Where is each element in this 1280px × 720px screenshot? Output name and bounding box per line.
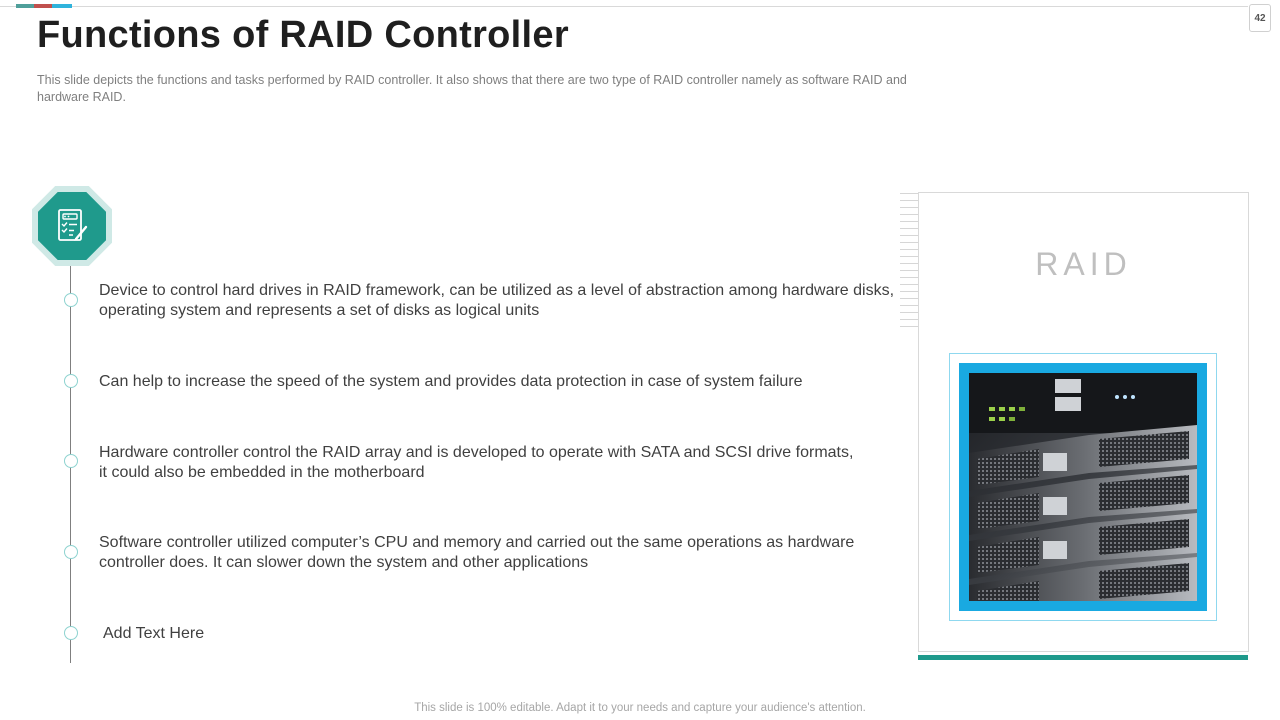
timeline-item-text: Hardware controller control the RAID array and is developed to operate with SATA and SCSI drive formats, it could also be embedded in the motherboard [99,444,854,481]
timeline-dot [64,293,78,307]
accent-bar [16,4,72,8]
raid-label: RAID [1035,246,1132,282]
panel-bottom-bar [918,655,1248,660]
timeline-item-text: Can help to increase the speed of the system and provides data protection in case of system failure [99,373,803,390]
timeline-badge [38,192,106,260]
timeline-dot [64,454,78,468]
checklist-icon [52,206,92,246]
timeline-item-text: Add Text Here [103,625,205,642]
timeline-item-text: Device to control hard drives in RAID framework, can be utilized as a level of abstraction among hardware disks, operating system and represents a set of disks as logical units [99,282,895,319]
panel-stripes [900,193,919,333]
footer-note: This slide is 100% editable. Adapt it to your needs and capture your audience's attention. [414,702,866,714]
timeline-dot [64,545,78,559]
image-frame [959,363,1207,611]
timeline-dot [64,626,78,640]
server-rack-photo [969,373,1197,601]
top-divider [0,6,1248,7]
page-number: 42 [1249,4,1271,32]
timeline-item-text: Software controller utilized computer’s CPU and memory and carried out the same operations as hardware controller does. It can slower down the system and other applications [99,534,855,571]
page-title: Functions of RAID Controller [37,14,569,56]
timeline-dot [64,374,78,388]
page-subtitle: This slide depicts the functions and tasks performed by RAID controller. It also shows that there are two type of RAID controller namely as software RAID and hardware RAID. [37,73,907,104]
